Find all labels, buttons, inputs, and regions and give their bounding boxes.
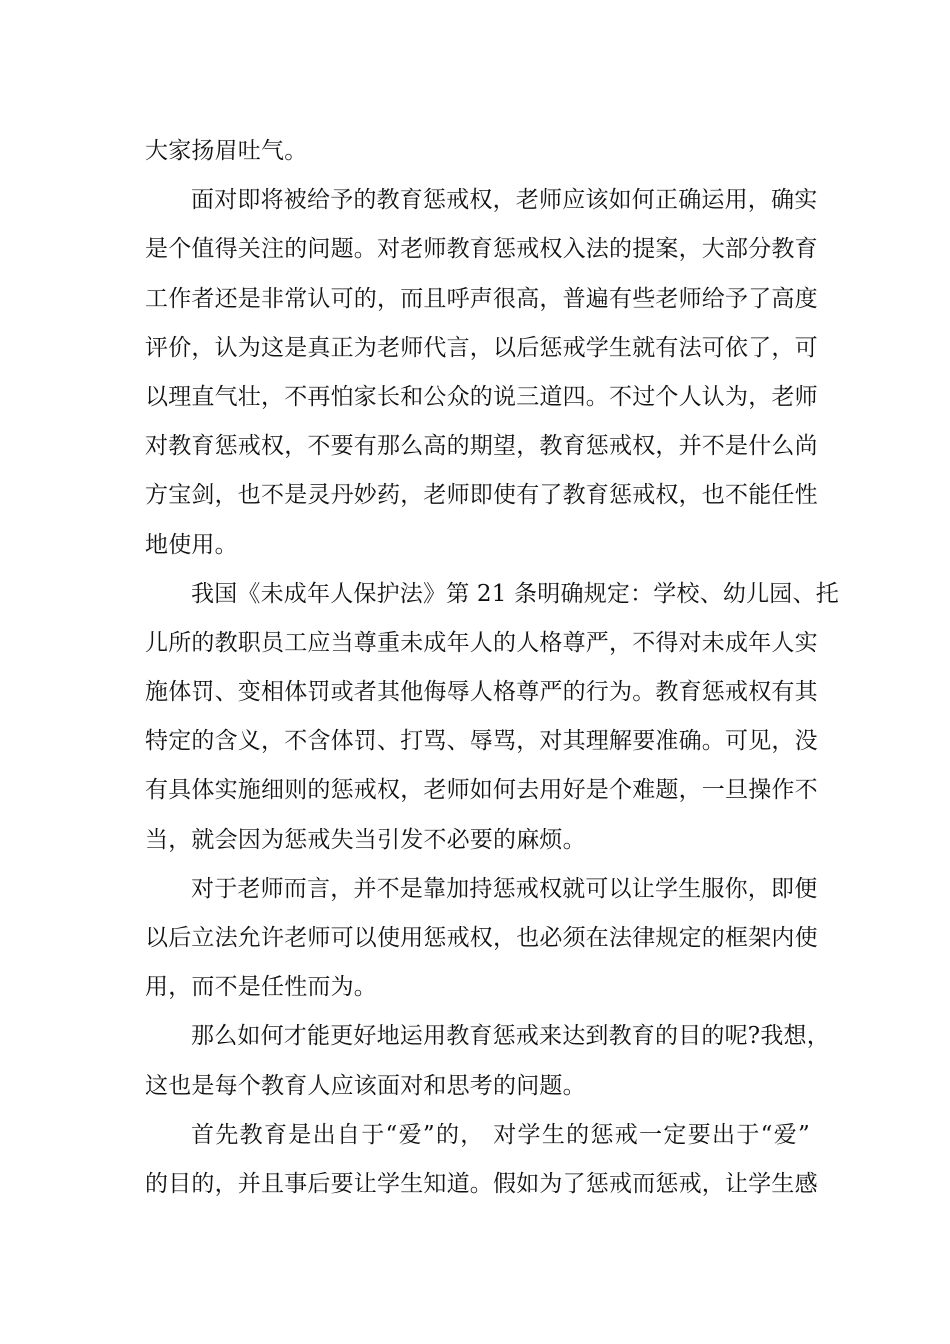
text-line: 是个值得关注的问题。对老师教育惩戒权入法的提案，大部分教育 — [145, 236, 818, 263]
text-line: 首先教育是出自于“爱”的， 对学生的惩戒一定要出于“爱” — [191, 1121, 810, 1148]
paragraph-2 — [145, 176, 818, 570]
text-line: 用，而不是任性而为。 — [145, 974, 377, 1001]
text-line: 对于老师而言，并不是靠加持惩戒权就可以让学生服你，即便 — [191, 875, 818, 902]
text-line: 地使用。 — [145, 531, 238, 558]
text-line: 面对即将被给予的教育惩戒权，老师应该如何正确运用，确实 — [191, 187, 818, 214]
text-line: 大家扬眉吐气。 — [145, 138, 308, 164]
text-line: 特定的含义，不含体罚、打骂、辱骂，对其理解要准确。可见，没 — [145, 728, 818, 755]
text-line: 我国《未成年人保护法》第 21 条明确规定：学校、幼儿园、托 — [191, 580, 839, 607]
text-line: 以理直气壮，不再怕家长和公众的说三道四。不过个人认为，老师 — [145, 383, 818, 410]
text-line: 这也是每个教育人应该面对和思考的问题。 — [145, 1072, 586, 1099]
text-line: 工作者还是非常认可的，而且呼声很高，普遍有些老师给予了高度 — [145, 285, 818, 312]
text-line: 方宝剑，也不是灵丹妙药，老师即使有了教育惩戒权，也不能任性 — [145, 482, 818, 509]
text-line: 评价，认为这是真正为老师代言，以后惩戒学生就有法可依了，可 — [145, 334, 818, 361]
paragraph-4 — [145, 865, 818, 1013]
text-line: 当，就会因为惩戒失当引发不必要的麻烦。 — [145, 826, 586, 853]
text-line: 有具体实施细则的惩戒权，老师如何去用好是个难题，一旦操作不 — [145, 777, 818, 804]
document-body — [145, 127, 839, 1209]
text-line: 对教育惩戒权，不要有那么高的期望，教育惩戒权，并不是什么尚 — [145, 433, 818, 460]
paragraph-3 — [145, 570, 839, 865]
text-line: 儿所的教职员工应当尊重未成年人的人格尊严，不得对未成年人实 — [145, 629, 818, 656]
paragraph-6 — [145, 1111, 818, 1209]
text-line: 的目的，并且事后要让学生知道。假如为了惩戒而惩戒，让学生感 — [145, 1170, 818, 1197]
text-line: 那么如何才能更好地运用教育惩戒来达到教育的目的呢?我想， — [191, 1023, 830, 1050]
paragraph-1 — [145, 127, 810, 176]
paragraph-5 — [145, 1012, 830, 1110]
text-line: 施体罚、变相体罚或者其他侮辱人格尊严的行为。教育惩戒权有其 — [145, 679, 818, 706]
text-line: 以后立法允许老师可以使用惩戒权，也必须在法律规定的框架内使 — [145, 925, 818, 951]
